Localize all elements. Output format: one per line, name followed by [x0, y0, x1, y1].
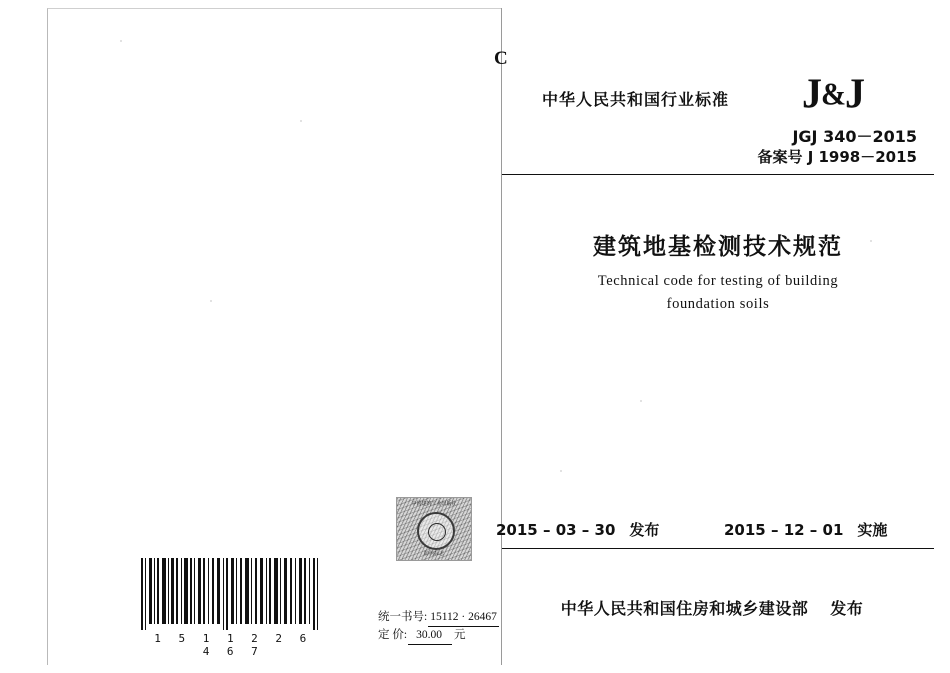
english-title-line-1: Technical code for testing of building: [597, 273, 839, 289]
scan-speck: [300, 120, 302, 122]
seal-bottom-text: 防伪标志: [423, 552, 444, 557]
scan-speck: [560, 470, 562, 472]
jgj-logo: J&J: [802, 69, 864, 118]
price-label: 定 价:: [378, 629, 408, 641]
front-cover: [494, 8, 942, 665]
issue-label: 发布: [629, 521, 660, 539]
price-unit: 元: [453, 629, 466, 641]
standard-code-number: JGJ 340－2015: [792, 127, 917, 146]
page-title: 建筑地基检测技术规范: [593, 234, 843, 260]
seal-top-text: 中国建筑工业出版社: [411, 502, 457, 507]
anti-counterfeit-seal-icon: [396, 497, 472, 561]
scan-speck: [210, 300, 212, 302]
price-value: 30.00: [408, 627, 452, 645]
back-cover: [47, 8, 502, 665]
scan-speck: [870, 240, 872, 242]
scan-speck: [120, 40, 122, 42]
english-title-line-2: foundation soils: [666, 296, 770, 312]
publisher-action: 发布: [830, 599, 864, 618]
isbn-value: 15112 · 26467: [428, 609, 499, 627]
effective-date-block: [724, 519, 887, 540]
record-number: 备案号 J 1998－2015: [757, 148, 917, 166]
barcode-digits: 1 5 1 1 2 2 6 4 6 7: [154, 632, 312, 658]
standard-authority-line: 中华人民共和国行业标准: [542, 90, 730, 109]
publisher-name: 中华人民共和国住房和城乡建设部: [560, 599, 809, 618]
issue-date: 2015 – 03 – 30: [496, 521, 616, 539]
issue-date-block: [496, 519, 659, 540]
scan-speck: [640, 400, 642, 402]
barcode-image: [138, 558, 323, 630]
isbn-label: 统一书号:: [378, 611, 428, 623]
publisher-line: [492, 596, 932, 619]
seal-ring-icon: [417, 512, 455, 550]
divider-bottom: [502, 548, 934, 549]
barcode-block: [138, 558, 323, 658]
seal-inner-ring-icon: [428, 523, 446, 541]
effective-label: 实施: [857, 521, 888, 539]
corner-mark: C: [494, 48, 508, 69]
english-title: [562, 270, 874, 316]
effective-date: 2015 – 12 – 01: [724, 521, 844, 539]
divider-top: [502, 174, 934, 175]
